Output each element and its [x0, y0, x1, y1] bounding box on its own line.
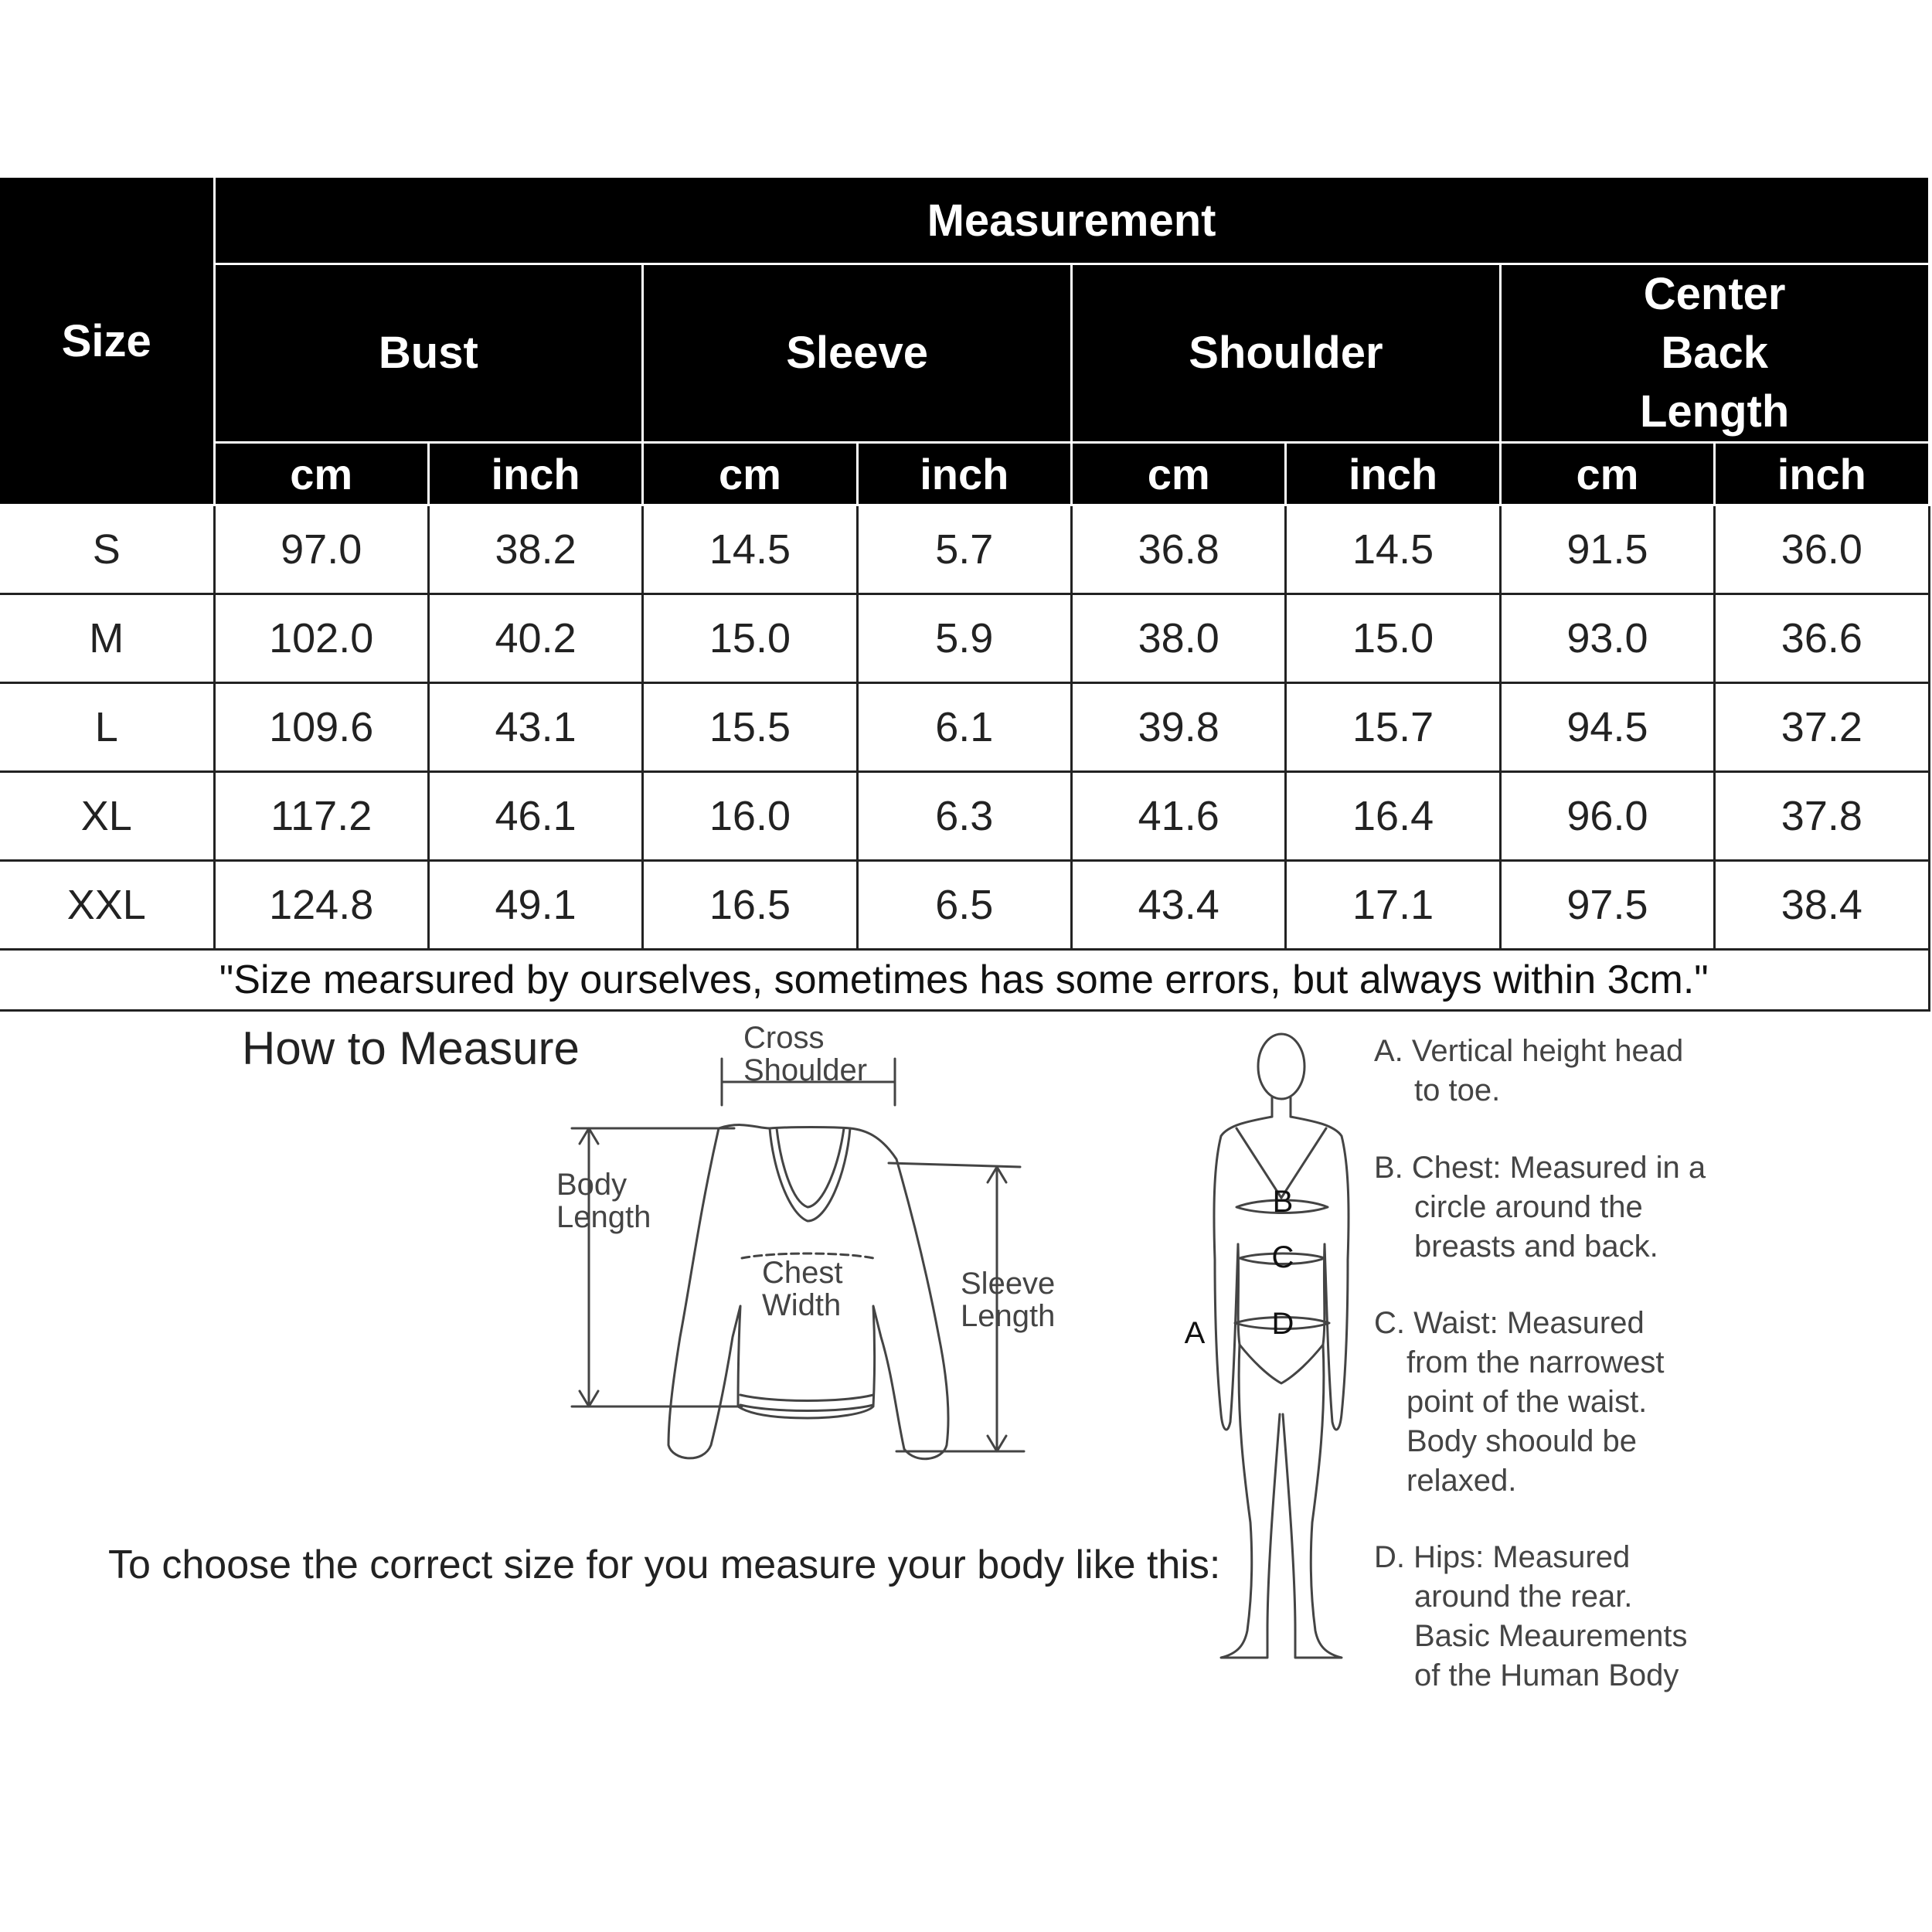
value-cell: 97.0	[214, 505, 428, 594]
description-line: point of the waist.	[1406, 1385, 1648, 1419]
value-cell: 5.9	[857, 594, 1071, 683]
value-cell: 117.2	[214, 772, 428, 861]
sleeve-length-label-line: Length	[961, 1299, 1056, 1333]
unit-header: cm	[214, 443, 428, 505]
value-cell: 36.6	[1715, 594, 1929, 683]
value-cell: 14.5	[643, 505, 857, 594]
figure-head	[1258, 1034, 1304, 1099]
value-cell: 15.0	[1286, 594, 1500, 683]
body-length-label	[556, 1168, 651, 1233]
table-row	[0, 594, 1929, 683]
figure-label-b: B	[1272, 1185, 1294, 1219]
value-cell: 36.0	[1715, 505, 1929, 594]
size-chart-table	[0, 175, 1930, 1012]
value-cell: 49.1	[428, 861, 642, 950]
size-header: Size	[0, 177, 214, 505]
description-line: around the rear.	[1414, 1580, 1633, 1614]
value-cell: 14.5	[1286, 505, 1500, 594]
description-c	[1374, 1304, 1664, 1501]
unit-header: cm	[1072, 443, 1286, 505]
center-back-length-label: Center Back Length	[1639, 269, 1790, 437]
unit-header: inch	[428, 443, 642, 505]
cross-shoulder-label	[743, 1022, 867, 1087]
value-cell: 17.1	[1286, 861, 1500, 950]
value-cell: 39.8	[1072, 683, 1286, 772]
choose-size-instruction: To choose the correct size for you measure your body like this:	[108, 1543, 1221, 1587]
value-cell: 16.0	[643, 772, 857, 861]
description-b	[1374, 1148, 1706, 1267]
table-row	[0, 861, 1929, 950]
cross-shoulder-label-line: Cross	[743, 1021, 825, 1055]
value-cell: 37.2	[1715, 683, 1929, 772]
value-cell: 43.1	[428, 683, 642, 772]
value-cell: 41.6	[1072, 772, 1286, 861]
description-line: relaxed.	[1406, 1464, 1517, 1498]
how-to-measure-title: How to Measure	[242, 1022, 580, 1074]
value-cell: 15.0	[643, 594, 857, 683]
description-line: of the Human Body	[1414, 1658, 1679, 1692]
table-row	[0, 772, 1929, 861]
chest-width-label	[762, 1257, 843, 1321]
value-cell: 46.1	[428, 772, 642, 861]
table-row	[0, 683, 1929, 772]
description-line: breasts and back.	[1414, 1230, 1658, 1264]
value-cell: 16.5	[643, 861, 857, 950]
value-cell: 93.0	[1500, 594, 1714, 683]
group-header-center-back-length	[1500, 264, 1929, 443]
unit-header: inch	[1715, 443, 1929, 505]
description-line: circle around the	[1414, 1190, 1643, 1224]
group-header-sleeve: Sleeve	[643, 264, 1072, 443]
unit-header: inch	[857, 443, 1071, 505]
figure-label-a: A	[1184, 1316, 1206, 1350]
value-cell: 97.5	[1500, 861, 1714, 950]
group-header-shoulder: Shoulder	[1072, 264, 1501, 443]
body-measure-diagram	[1159, 1012, 1391, 1685]
sleeve-length-label-line: Sleeve	[961, 1267, 1056, 1301]
value-cell: 15.5	[643, 683, 857, 772]
description-line: from the narrowest	[1406, 1345, 1665, 1379]
value-cell: 124.8	[214, 861, 428, 950]
value-cell: 38.4	[1715, 861, 1929, 950]
description-line: to toe.	[1414, 1073, 1501, 1107]
sleeve-length-label	[961, 1267, 1055, 1332]
value-cell: 38.2	[428, 505, 642, 594]
size-note: "Size mearsured by ourselves, sometimes has some errors, but always within 3cm."	[0, 950, 1929, 1011]
description-line: A. Vertical height head	[1374, 1034, 1684, 1068]
description-line: Body shoould be	[1406, 1424, 1638, 1458]
table-row	[0, 505, 1929, 594]
cross-shoulder-label-line: Shoulder	[743, 1053, 868, 1087]
description-d	[1374, 1538, 1687, 1696]
description-line: D. Hips: Measured	[1374, 1540, 1631, 1574]
size-cell: M	[0, 594, 214, 683]
unit-header: cm	[643, 443, 857, 505]
unit-header: inch	[1286, 443, 1500, 505]
figure-label-c: C	[1271, 1240, 1294, 1274]
value-cell: 102.0	[214, 594, 428, 683]
size-cell: L	[0, 683, 214, 772]
chest-width-label-line: Width	[762, 1288, 842, 1322]
value-cell: 40.2	[428, 594, 642, 683]
figure-label-d: D	[1271, 1307, 1294, 1341]
value-cell: 5.7	[857, 505, 1071, 594]
value-cell: 43.4	[1072, 861, 1286, 950]
value-cell: 16.4	[1286, 772, 1500, 861]
value-cell: 37.8	[1715, 772, 1929, 861]
description-line: Basic Meaurements	[1414, 1619, 1688, 1653]
value-cell: 91.5	[1500, 505, 1714, 594]
size-cell: XL	[0, 772, 214, 861]
value-cell: 6.5	[857, 861, 1071, 950]
value-cell: 15.7	[1286, 683, 1500, 772]
value-cell: 6.3	[857, 772, 1071, 861]
value-cell: 109.6	[214, 683, 428, 772]
measurement-header: Measurement	[214, 177, 1929, 264]
size-cell: S	[0, 505, 214, 594]
group-header-bust: Bust	[214, 264, 643, 443]
value-cell: 94.5	[1500, 683, 1714, 772]
body-length-label-line: Body	[556, 1168, 628, 1202]
value-cell: 96.0	[1500, 772, 1714, 861]
description-a	[1374, 1032, 1683, 1111]
chest-width-label-line: Chest	[762, 1256, 843, 1290]
description-line: C. Waist: Measured	[1374, 1306, 1645, 1340]
value-cell: 38.0	[1072, 594, 1286, 683]
unit-header: cm	[1500, 443, 1714, 505]
value-cell: 6.1	[857, 683, 1071, 772]
body-length-label-line: Length	[556, 1200, 651, 1234]
size-cell: XXL	[0, 861, 214, 950]
value-cell: 36.8	[1072, 505, 1286, 594]
description-line: B. Chest: Measured in a	[1374, 1151, 1706, 1185]
